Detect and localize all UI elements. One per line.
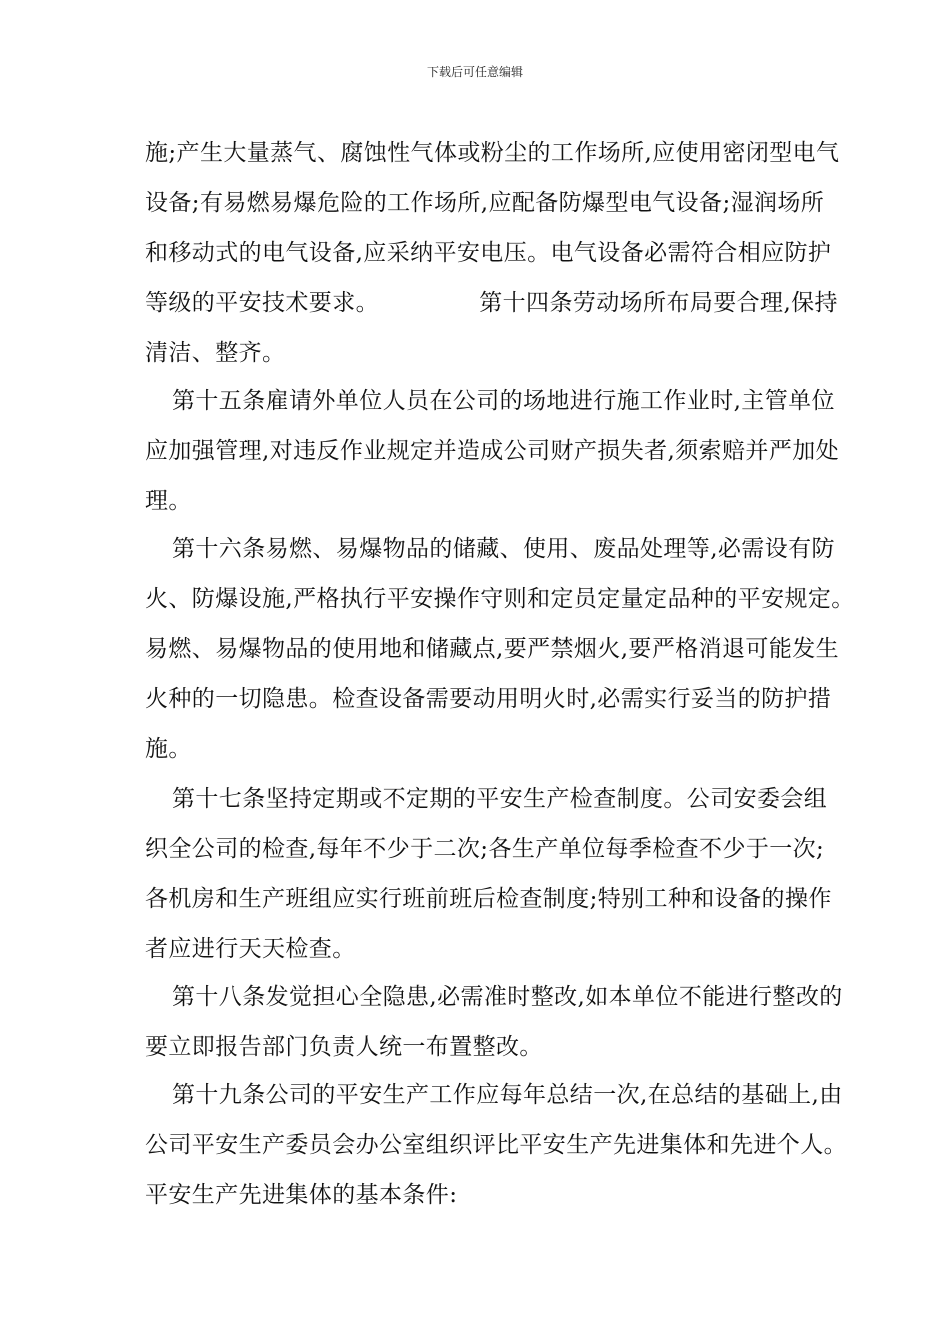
paragraph-line: 第十九条公司的平安生产工作应每年总结一次,在总结的基础上,由 <box>172 1082 843 1108</box>
paragraph-line: 公司平安生产委员会办公室组织评比平安生产先进集体和先进个人。 <box>145 1132 847 1158</box>
paragraph-line: 第十七条坚持定期或不定期的平安生产检查制度。公司安委会组 <box>172 786 828 812</box>
paragraph-line: 织全公司的检查,每年不少于二次;各生产单位每季检查不少于一次; <box>145 836 825 862</box>
paragraph-line: 清洁、整齐。 <box>145 340 286 366</box>
paragraph-line: 理。 <box>145 488 192 514</box>
paragraph-line: 施。 <box>145 736 192 762</box>
paragraph-line: 第十五条雇请外单位人员在公司的场地进行施工作业时,主管单位 <box>172 388 835 414</box>
paragraph-line: 要立即报告部门负责人统一布置整改。 <box>145 1034 543 1060</box>
paragraph-line: 等级的平安技术要求。 第十四条劳动场所布局要合理,保持 <box>145 290 838 316</box>
paragraph-line: 施;产生大量蒸气、腐蚀性气体或粉尘的工作场所,应使用密闭型电气 <box>145 140 840 166</box>
paragraph-line: 各机房和生产班组应实行班前班后检查制度;特别工种和设备的操作 <box>145 886 832 912</box>
paragraph-line: 火种的一切隐患。检查设备需要动用明火时,必需实行妥当的防护措 <box>145 686 832 712</box>
paragraph-line: 易燃、易爆物品的使用地和储藏点,要严禁烟火,要严格消退可能发生 <box>145 636 840 662</box>
paragraph-line: 第十八条发觉担心全隐患,必需准时整改,如本单位不能进行整改的 <box>172 984 843 1010</box>
paragraph-line: 第十六条易燃、易爆物品的储藏、使用、废品处理等,必需设有防 <box>172 536 835 562</box>
paragraph-line: 应加强管理,对违反作业规定并造成公司财产损失者,须索赔并严加处 <box>145 438 840 464</box>
paragraph-line: 设备;有易燃易爆危险的工作场所,应配备防爆型电气设备;湿润场所 <box>145 190 825 216</box>
paragraph-line: 和移动式的电气设备,应采纳平安电压。电气设备必需符合相应防护 <box>145 240 832 266</box>
paragraph-line: 平安生产先进集体的基本条件: <box>145 1182 458 1208</box>
paragraph-line: 者应进行天天检查。 <box>145 936 356 962</box>
page-header: 下载后可任意编辑 <box>426 65 523 79</box>
paragraph-line: 火、防爆设施,严格执行平安操作守则和定员定量定品种的平安规定。 <box>145 586 855 612</box>
